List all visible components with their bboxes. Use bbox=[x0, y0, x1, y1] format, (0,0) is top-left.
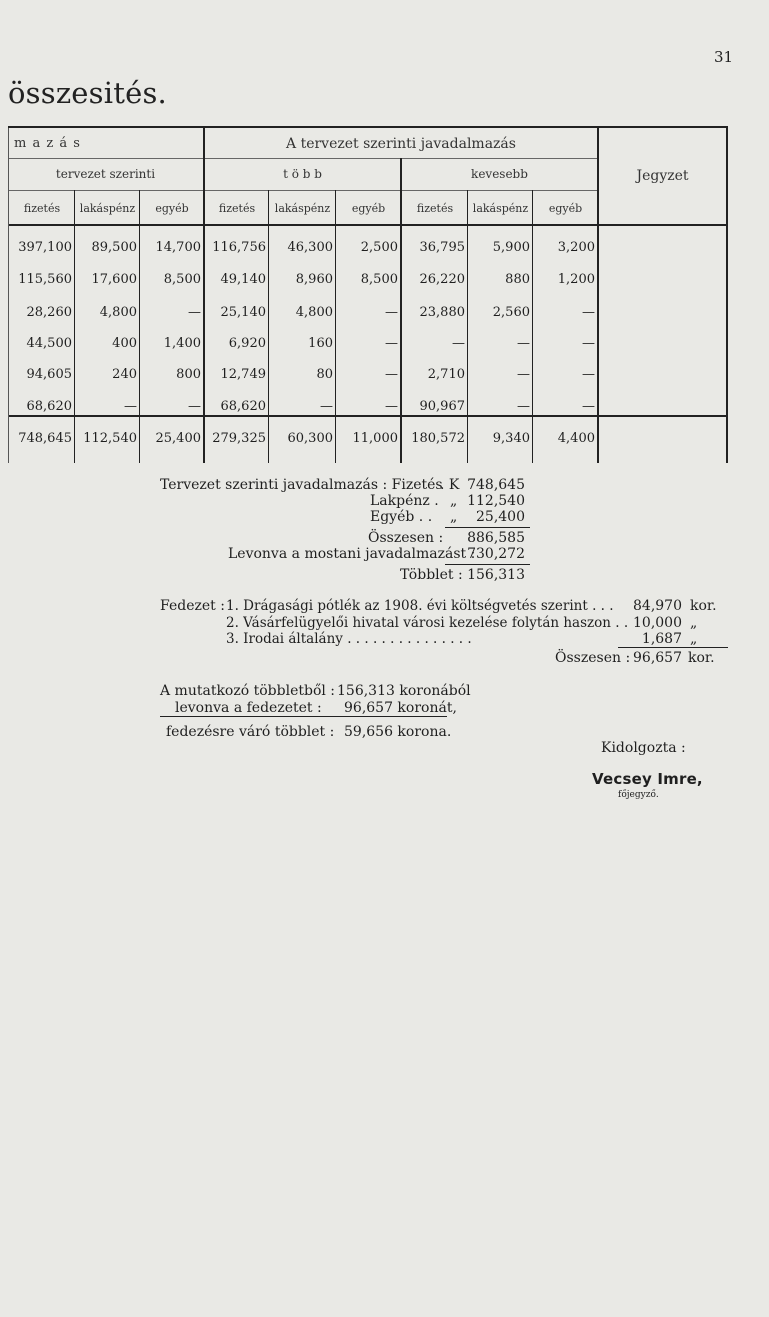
total-cell: 112,540 bbox=[83, 431, 137, 446]
table-cell: 90,967 bbox=[419, 399, 465, 414]
fedezet-item-unit: kor. bbox=[690, 598, 717, 614]
fedezet-osszesen-unit: kor. bbox=[688, 650, 715, 666]
table-cell: — bbox=[452, 336, 465, 351]
table-cell: 6,920 bbox=[228, 336, 266, 351]
calc-rule bbox=[160, 716, 447, 717]
table-cell: — bbox=[517, 399, 530, 414]
table-cell: — bbox=[385, 305, 398, 320]
header-mid-rule bbox=[8, 158, 598, 159]
table-cell: 25,140 bbox=[220, 305, 266, 320]
fedezet-osszesen-label: Összesen : bbox=[555, 650, 631, 666]
table-cell: 94,605 bbox=[26, 367, 72, 382]
fedezet-item-text: 2. Vásárfelügyelői hivatal városi kezelése folytán haszon . . bbox=[226, 615, 629, 631]
table-cell: 23,880 bbox=[419, 305, 465, 320]
table-cell: — bbox=[188, 305, 201, 320]
table-cell: 80 bbox=[316, 367, 333, 382]
total-cell: 4,400 bbox=[557, 431, 595, 446]
header-sub-left: tervezet szerinti bbox=[55, 167, 156, 181]
col-divider bbox=[74, 190, 75, 463]
table-top-rule bbox=[8, 126, 728, 128]
col-divider bbox=[532, 190, 533, 463]
header-main: A tervezet szerinti javadalmazás bbox=[286, 136, 516, 152]
fedezet-label: Fedezet : bbox=[160, 598, 225, 614]
total-cell: 11,000 bbox=[352, 431, 398, 446]
fedezet-item-unit: „ bbox=[690, 615, 698, 631]
summary-line1-unit: . K bbox=[440, 477, 460, 493]
calc-line2-label: levonva a fedezetet : bbox=[175, 700, 322, 716]
table-cell: 2,560 bbox=[492, 305, 530, 320]
table-cell: 8,960 bbox=[295, 272, 333, 287]
header-sub-rule bbox=[8, 190, 598, 191]
fedezet-item-text: 1. Drágasági pótlék az 1908. évi költségvetés szerint . . . bbox=[226, 598, 614, 614]
table-cell: 800 bbox=[176, 367, 201, 382]
table-cell: 3,200 bbox=[557, 240, 595, 255]
summary-line3-unit: „ bbox=[450, 509, 458, 525]
table-cell: 68,620 bbox=[220, 399, 266, 414]
table-cell: 8,500 bbox=[360, 272, 398, 287]
total-cell: 748,645 bbox=[18, 431, 72, 446]
signature-role: főjegyző. bbox=[618, 790, 659, 800]
table-cell: — bbox=[385, 399, 398, 414]
table-cell: 4,800 bbox=[99, 305, 137, 320]
header-sub-mid: t ö b b bbox=[283, 167, 322, 181]
col-divider bbox=[335, 190, 336, 463]
summary-levonva-value: 730,272 bbox=[467, 546, 525, 562]
column-label: egyéb bbox=[155, 202, 189, 215]
signature-name: Vecsey Imre, bbox=[592, 770, 703, 788]
table-cell: 397,100 bbox=[18, 240, 72, 255]
calc-line1-value: 156,313 koronából bbox=[337, 683, 471, 699]
table-cell: — bbox=[582, 399, 595, 414]
table-cell: 240 bbox=[112, 367, 137, 382]
fedezet-item-unit: „ bbox=[690, 631, 698, 647]
table-cell: 4,800 bbox=[295, 305, 333, 320]
table-cell: — bbox=[582, 336, 595, 351]
table-cell: 8,500 bbox=[163, 272, 201, 287]
fedezet-item-value: 10,000 bbox=[633, 615, 682, 631]
fedezet-osszesen-value: 96,657 bbox=[633, 650, 682, 666]
calc-line3-label: fedezésre váró többlet : bbox=[166, 724, 335, 740]
table-cell: — bbox=[385, 336, 398, 351]
column-label: lakáspénz bbox=[472, 202, 529, 215]
table-cell: — bbox=[188, 399, 201, 414]
summary-levonva-label: Levonva a mostani javadalmazást : bbox=[228, 546, 476, 562]
table-cell: 28,260 bbox=[26, 305, 72, 320]
table-cell: — bbox=[582, 305, 595, 320]
table-cell: — bbox=[385, 367, 398, 382]
table-cell: — bbox=[517, 367, 530, 382]
fedezet-rule bbox=[618, 647, 728, 648]
table-cell: 1,200 bbox=[557, 272, 595, 287]
column-label: egyéb bbox=[351, 202, 386, 215]
column-label: fizetés bbox=[218, 202, 256, 215]
summary-osszesen-value: 886,585 bbox=[467, 530, 525, 546]
header-bottom-rule bbox=[8, 224, 728, 226]
table-cell: 12,749 bbox=[220, 367, 266, 382]
table-cell: — bbox=[320, 399, 333, 414]
page-title: összesités. bbox=[8, 76, 167, 110]
table-cell: 89,500 bbox=[91, 240, 137, 255]
header-jegyzet: Jegyzet bbox=[636, 168, 689, 184]
col-divider bbox=[467, 190, 468, 463]
summary-line2-label: Lakpénz . bbox=[370, 493, 439, 509]
total-cell: 25,400 bbox=[155, 431, 201, 446]
summary-rule-1 bbox=[445, 527, 530, 528]
total-cell: 279,325 bbox=[212, 431, 266, 446]
calc-line1-label: A mutatkozó többletből : bbox=[160, 683, 336, 699]
column-label: lakáspénz bbox=[79, 202, 136, 215]
total-cell: 9,340 bbox=[492, 431, 530, 446]
table-cell: 14,700 bbox=[155, 240, 201, 255]
summary-line3-label: Egyéb . . bbox=[370, 509, 433, 525]
table-cell: — bbox=[517, 336, 530, 351]
header-left-partial: m a z á s bbox=[14, 136, 81, 151]
table-cell: 1,400 bbox=[163, 336, 201, 351]
total-cell: 60,300 bbox=[287, 431, 333, 446]
table-cell: 26,220 bbox=[419, 272, 465, 287]
table-cell: 46,300 bbox=[287, 240, 333, 255]
col-divider bbox=[268, 190, 269, 463]
column-label: fizetés bbox=[23, 202, 61, 215]
summary-line3-value: 25,400 bbox=[476, 509, 525, 525]
header-sub-right: kevesebb bbox=[471, 167, 528, 181]
table-cell: 44,500 bbox=[26, 336, 72, 351]
table-cell: 160 bbox=[308, 336, 333, 351]
summary-line2-value: 112,540 bbox=[467, 493, 525, 509]
fedezet-item-value: 84,970 bbox=[633, 598, 682, 614]
table-cell: 880 bbox=[505, 272, 530, 287]
table-cell: — bbox=[582, 367, 595, 382]
summary-tobblet-value: 156,313 bbox=[467, 567, 525, 583]
column-label: egyéb bbox=[548, 202, 583, 215]
summary-tobblet-label: Többlet : bbox=[400, 567, 463, 583]
column-label: lakáspénz bbox=[274, 202, 331, 215]
calc-line2-value: 96,657 koronát, bbox=[344, 700, 457, 716]
summary-line1-value: 748,645 bbox=[467, 477, 525, 493]
signature-label: Kidolgozta : bbox=[601, 740, 686, 756]
table-cell: 49,140 bbox=[220, 272, 266, 287]
summary-rule-2 bbox=[445, 564, 530, 565]
table-cell: 5,900 bbox=[492, 240, 530, 255]
table-cell: — bbox=[124, 399, 137, 414]
calc-line3-value: 59,656 korona. bbox=[344, 724, 452, 740]
summary-osszesen-label: Összesen : bbox=[368, 530, 444, 546]
table-cell: 400 bbox=[112, 336, 137, 351]
table-cell: 116,756 bbox=[212, 240, 266, 255]
col-divider bbox=[726, 128, 728, 463]
table-cell: 17,600 bbox=[91, 272, 137, 287]
summary-line1-label: Tervezet szerinti javadalmazás : Fizetés bbox=[160, 477, 443, 493]
table-cell: 2,710 bbox=[427, 367, 465, 382]
summary-line2-unit: „ bbox=[450, 493, 458, 509]
table-cell: 36,795 bbox=[419, 240, 465, 255]
totals-rule bbox=[8, 415, 728, 417]
page-number: 31 bbox=[714, 48, 734, 66]
fedezet-item-text: 3. Irodai általány . . . . . . . . . . . . . . . bbox=[226, 631, 472, 647]
fedezet-item-value: 1,687 bbox=[641, 631, 682, 647]
table-cell: 68,620 bbox=[26, 399, 72, 414]
table-cell: 115,560 bbox=[18, 272, 72, 287]
table-cell: 2,500 bbox=[360, 240, 398, 255]
total-cell: 180,572 bbox=[411, 431, 465, 446]
column-label: fizetés bbox=[416, 202, 454, 215]
col-divider bbox=[139, 190, 140, 463]
